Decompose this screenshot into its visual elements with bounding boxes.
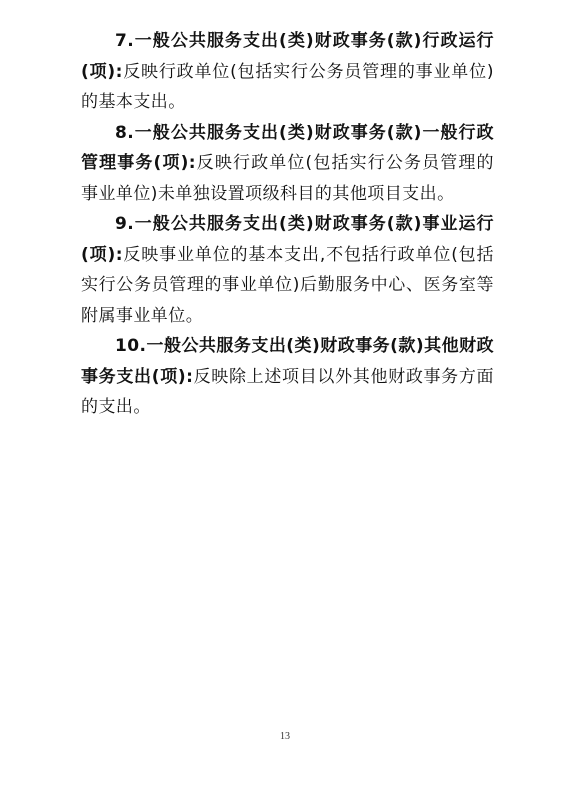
document-body — [81, 26, 494, 423]
page-number: 13 — [280, 731, 290, 742]
paragraph-item-9 — [81, 209, 494, 331]
paragraph-heading: 10.一般公共服务支出(类)财政事务(款)其他财政事务支出(项): — [81, 336, 494, 387]
paragraph-heading: 9.一般公共服务支出(类)财政事务(款)事业运行(项): — [81, 214, 494, 265]
paragraph-item-7 — [81, 26, 494, 118]
paragraph-text: 反映事业单位的基本支出,不包括行政单位(包括实行公务员管理的事业单位)后勤服务中心、医务室等附属事业单位。 — [81, 244, 494, 326]
paragraph-heading: 7.一般公共服务支出(类)财政事务(款)行政运行(项): — [81, 31, 494, 82]
paragraph-text: 反映除上述项目以外其他财政事务方面的支出。 — [81, 366, 495, 417]
paragraph-item-10 — [81, 331, 494, 423]
paragraph-text: 反映行政单位(包括实行公务员管理的事业单位)的基本支出。 — [81, 61, 495, 112]
paragraph-text: 反映行政单位(包括实行公务员管理的事业单位)未单独设置项级科目的其他项目支出。 — [81, 153, 494, 204]
paragraph-item-8 — [81, 118, 494, 210]
paragraph-heading: 8.一般公共服务支出(类)财政事务(款)一般行政管理事务(项): — [81, 122, 494, 173]
